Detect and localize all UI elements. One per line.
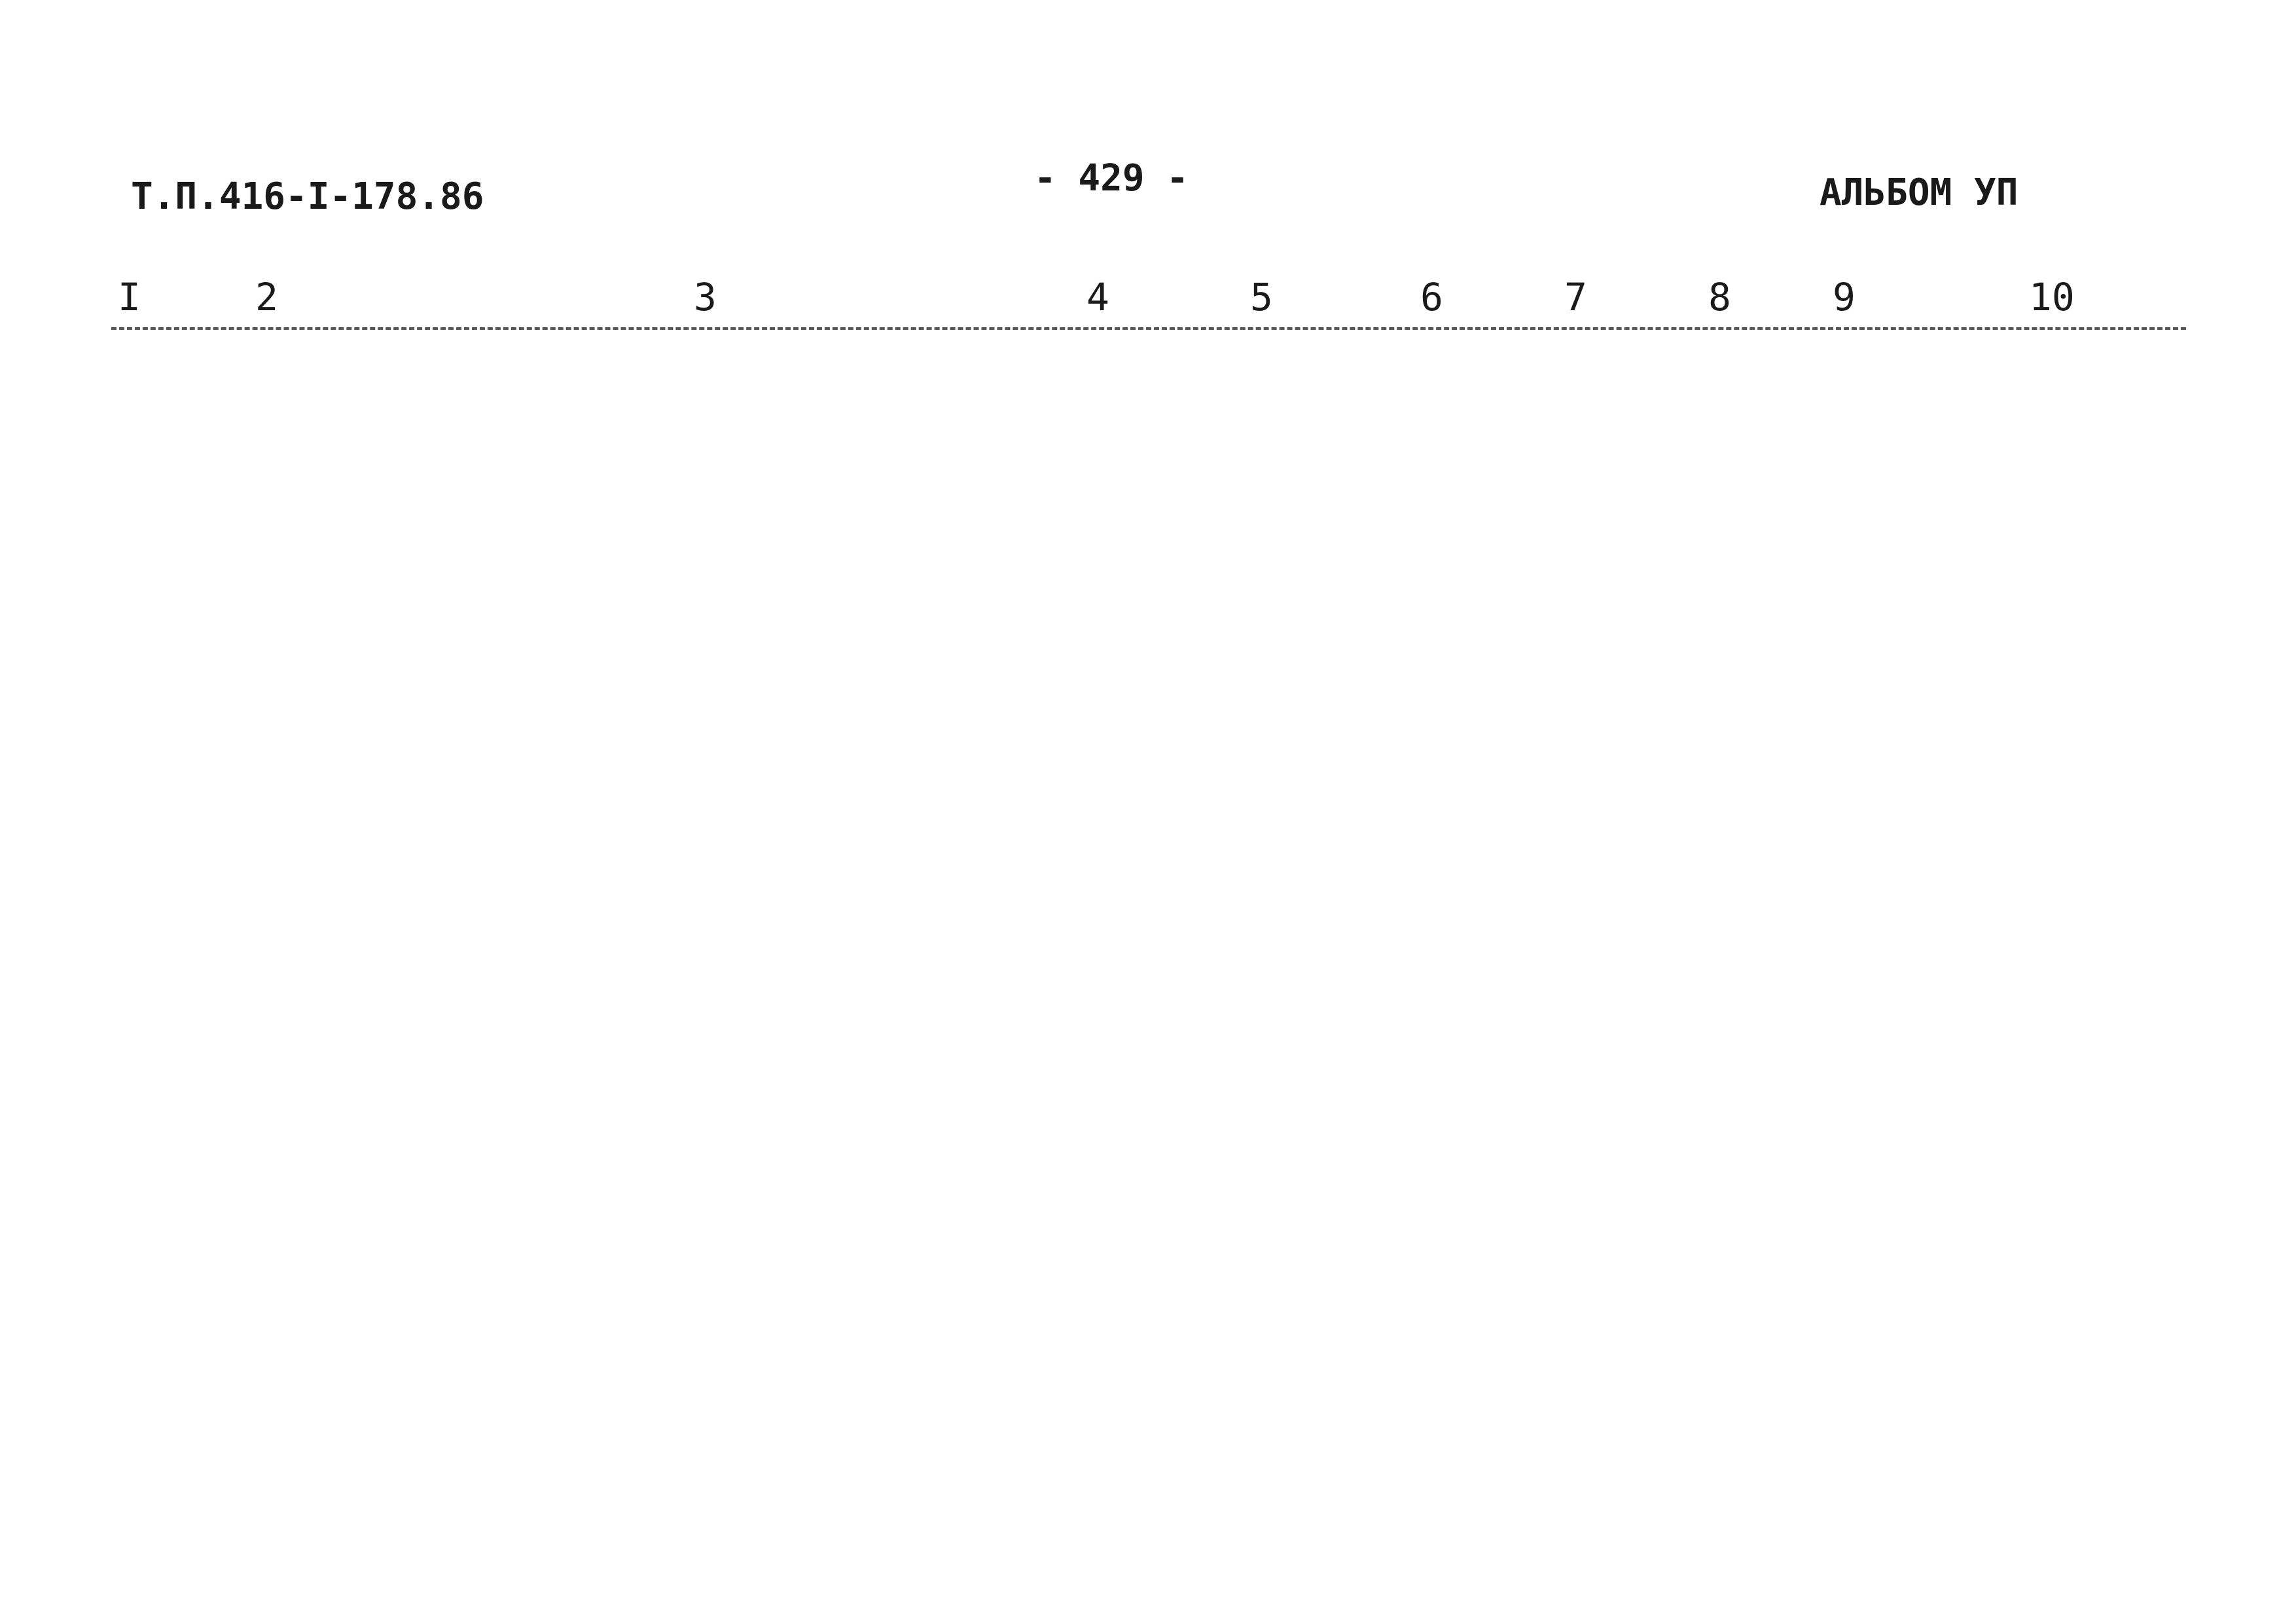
column-header-1: I bbox=[118, 275, 141, 319]
column-header-4: 4 bbox=[1086, 275, 1109, 319]
album-label: АЛЬБОМ УП bbox=[1820, 171, 2018, 214]
page-number: - 429 - bbox=[1034, 157, 1189, 200]
table-header-rule bbox=[111, 327, 2186, 330]
column-header-7: 7 bbox=[1564, 275, 1587, 319]
column-header-3: 3 bbox=[694, 275, 717, 319]
column-header-6: 6 bbox=[1420, 275, 1443, 319]
column-header-8: 8 bbox=[1708, 275, 1731, 319]
column-header-10: 10 bbox=[2029, 275, 2075, 319]
column-header-2: 2 bbox=[255, 275, 278, 319]
document-code: Т.П.416-I-178.86 bbox=[131, 175, 484, 218]
column-header-5: 5 bbox=[1250, 275, 1273, 319]
column-header-9: 9 bbox=[1833, 275, 1856, 319]
